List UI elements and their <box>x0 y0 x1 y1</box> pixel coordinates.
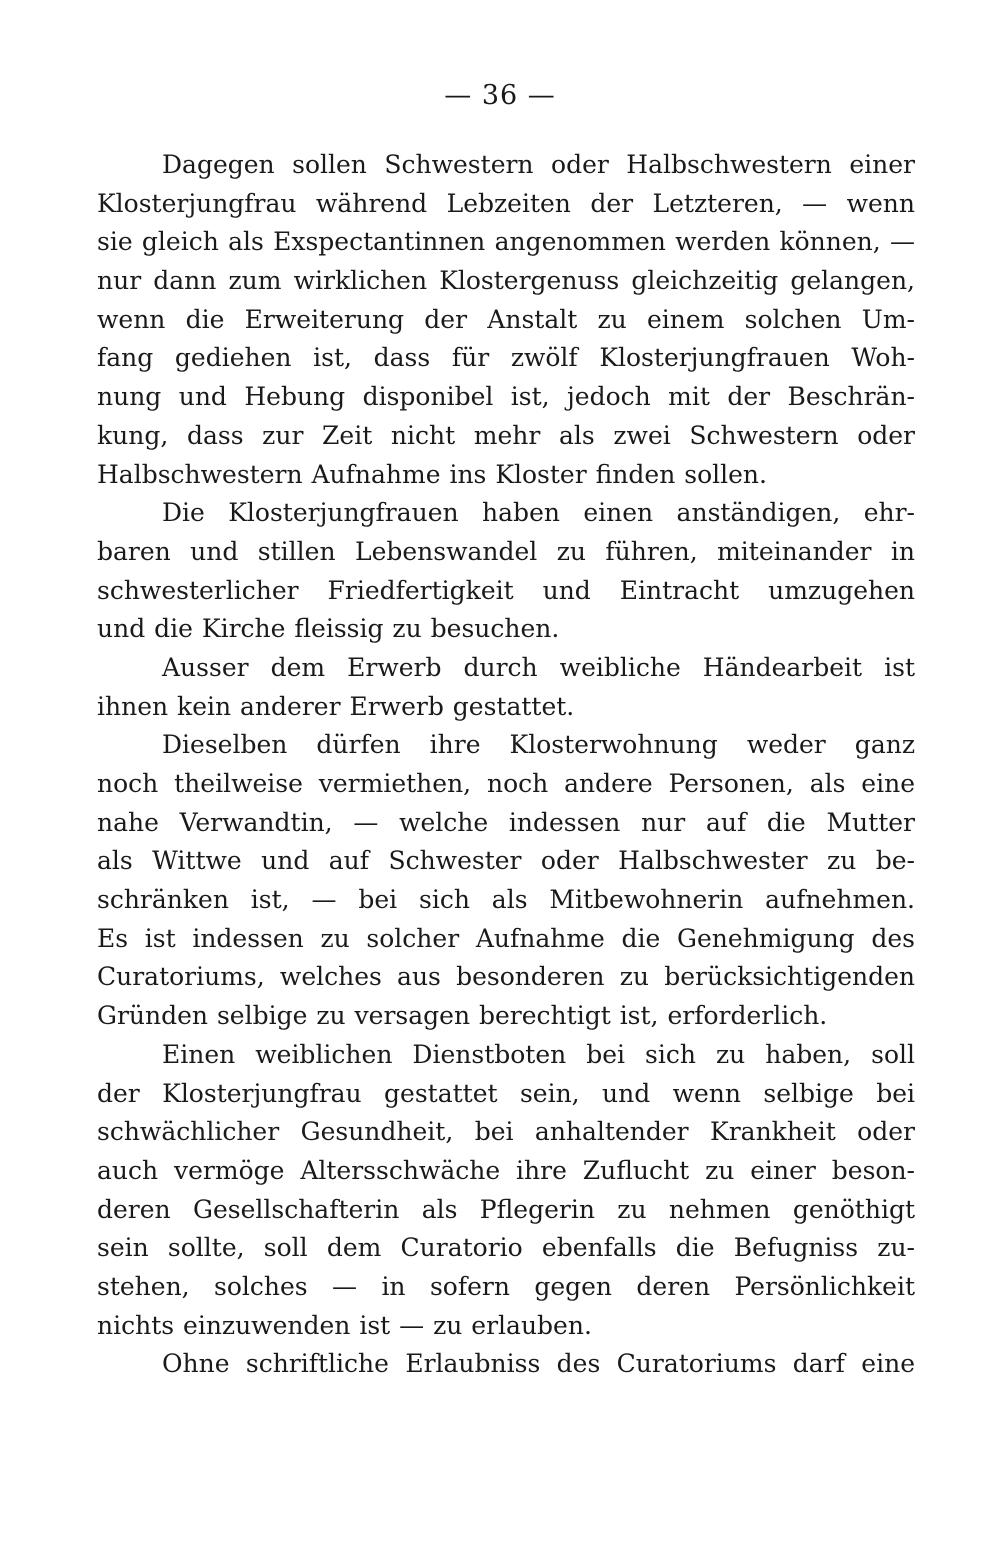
text-line: sie gleich als Exspectantinnen angenommen werden können, — <box>97 227 915 257</box>
text-line: nung und Hebung disponibel ist, jedoch mit der Beschrän- <box>97 382 915 412</box>
text-line: baren und stillen Lebenswandel zu führen, miteinander in <box>97 536 915 566</box>
text-line: kung, dass zur Zeit nicht mehr als zwei Schwestern oder <box>97 420 915 450</box>
text-line: sein sollte, soll dem Curatorio ebenfalls die Befugniss zu- <box>97 1233 915 1263</box>
text-line: Klosterjungfrau während Lebzeiten der Letzteren, — wenn <box>97 188 915 218</box>
text-line: Gründen selbige zu versagen berechtigt ist, erforderlich. <box>97 1001 828 1031</box>
text-line: Die Klosterjungfrauen haben einen anständigen, ehr- <box>162 498 915 528</box>
text-line: auch vermöge Altersschwäche ihre Zuflucht zu einer beson- <box>97 1155 915 1185</box>
body-text <box>97 146 915 1384</box>
text-line: als Wittwe und auf Schwester oder Halbschwester zu be- <box>97 846 915 876</box>
text-line: nahe Verwandtin, — welche indessen nur auf die Mutter <box>97 807 915 837</box>
text-line: Dagegen sollen Schwestern oder Halbschwestern einer <box>162 150 915 179</box>
text-line: Curatoriums, welches aus besonderen zu berücksichtigenden <box>97 962 915 992</box>
text-line: Halbschwestern Aufnahme ins Kloster finden sollen. <box>97 459 767 489</box>
text-line: deren Gesellschafterin als Pflegerin zu nehmen genöthigt <box>97 1194 915 1224</box>
page-number: — 36 — <box>444 80 556 111</box>
text-line: schwächlicher Gesundheit, bei anhaltender Krankheit oder <box>97 1117 915 1147</box>
text-line: nichts einzuwenden ist — zu erlauben. <box>97 1310 592 1340</box>
text-line: Ausser dem Erwerb durch weibliche Händearbeit ist <box>162 652 915 682</box>
text-line: Dieselben dürfen ihre Klosterwohnung weder ganz <box>162 730 915 760</box>
text-line: schränken ist, — bei sich als Mitbewohnerin aufnehmen. <box>97 885 915 915</box>
text-line: und die Kirche fleissig zu besuchen. <box>97 614 560 644</box>
text-line: der Klosterjungfrau gestattet sein, und wenn selbige bei <box>97 1078 915 1108</box>
text-line: nur dann zum wirklichen Klostergenuss gleichzeitig gelangen, <box>97 266 915 296</box>
text-line: Einen weiblichen Dienstboten bei sich zu haben, soll <box>162 1039 915 1069</box>
text-line: ihnen kein anderer Erwerb gestattet. <box>97 691 575 721</box>
text-line: fang gediehen ist, dass für zwölf Klosterjungfrauen Woh- <box>97 343 915 373</box>
text-line: wenn die Erweiterung der Anstalt zu einem solchen Um- <box>97 304 915 334</box>
text-line: noch theilweise vermiethen, noch andere Personen, als eine <box>97 769 915 798</box>
text-line: schwesterlicher Friedfertigkeit und Eintracht umzugehen <box>97 575 915 605</box>
text-line: stehen, solches — in sofern gegen deren Persönlichkeit <box>97 1271 915 1301</box>
text-line: Es ist indessen zu solcher Aufnahme die Genehmigung des <box>97 923 915 953</box>
text-line: Ohne schriftliche Erlaubniss des Curatoriums darf eine <box>162 1349 915 1379</box>
